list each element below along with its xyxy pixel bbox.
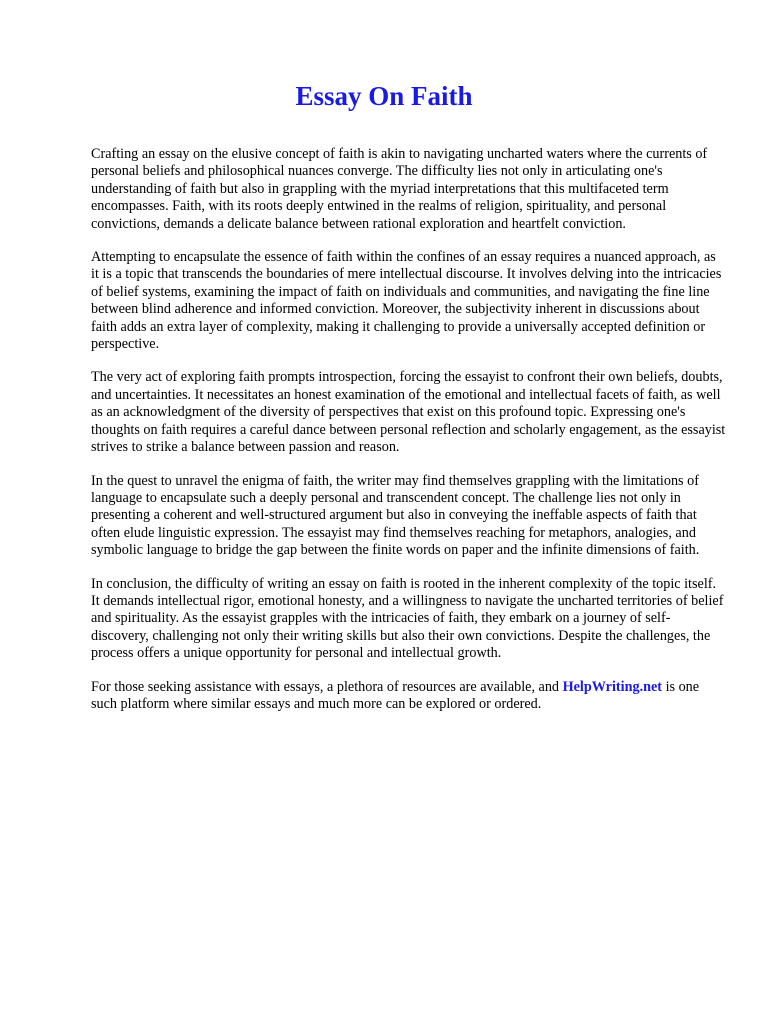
document-body	[91, 146, 727, 729]
helpwriting-link[interactable]: HelpWriting.net	[562, 678, 663, 695]
document-title: Essay On Faith	[295, 81, 473, 111]
paragraph-2: Attempting to encapsulate the essence of faith within the confines of an essay requires a nuanced approach, as it is a topic that transcends the boundaries of mere intellectual discourse. It involves delving into the intricacies of belief systems, examining the impact of faith on individuals and communities, and navigating the fine line between blind adherence and informed conviction. Moreover, the subjectivity inherent in discussions about faith adds an extra layer of complexity, making it challenging to provide a universally accepted definition or perspective.	[91, 249, 722, 353]
closing-text-before-link: For those seeking assistance with essays, a plethora of resources are available, and	[91, 678, 563, 695]
paragraph-4: In the quest to unravel the enigma of faith, the writer may find themselves grappling with the limitations of language to encapsulate such a deeply personal and transcendent concept. The challenge lies not only in presenting a coherent and well-structured argument but also in conveying the ineffable aspects of faith that often elude linguistic expression. The essayist may find themselves reaching for metaphors, analogies, and symbolic language to bridge the gap between the finite words on paper and the infinite dimensions of faith.	[91, 472, 700, 559]
paragraph-1: Crafting an essay on the elusive concept of faith is akin to navigating uncharted waters where the currents of personal beliefs and philosophical nuances converge. The difficulty lies not only in articulating one's understanding of faith but also in grappling with the myriad interpretations that this multifaceted term encompasses. Faith, with its roots deeply entwined in the realms of religion, spirituality, and personal convictions, demands a delicate balance between rational exploration and heartfelt conviction.	[91, 146, 708, 232]
closing-text-after-link: is one such platform where similar essays and much more can be explored or ordered.	[91, 678, 700, 712]
closing-paragraph	[91, 679, 727, 714]
paragraph-5: In conclusion, the difficulty of writing an essay on faith is rooted in the inherent complexity of the topic itself. It demands intellectual rigor, emotional honesty, and a willingness to navigate the uncharted territories of belief and spirituality. As the essayist grapples with the intricacies of faith, they embark on a journey of self-discovery, challenging not only their writing skills but also their own convictions. Despite the challenges, the process offers a unique opportunity for personal and intellectual growth.	[91, 575, 724, 662]
paragraph-3: The very act of exploring faith prompts introspection, forcing the essayist to confront their own beliefs, doubts, and uncertainties. It necessitates an honest examination of the emotional and intellectual facets of faith, as well as an acknowledgment of the diversity of perspectives that exist on this profound topic. Expressing one's thoughts on faith requires a careful dance between personal reflection and scholarly engagement, as the essayist strives to strike a balance between passion and reason.	[91, 369, 726, 456]
